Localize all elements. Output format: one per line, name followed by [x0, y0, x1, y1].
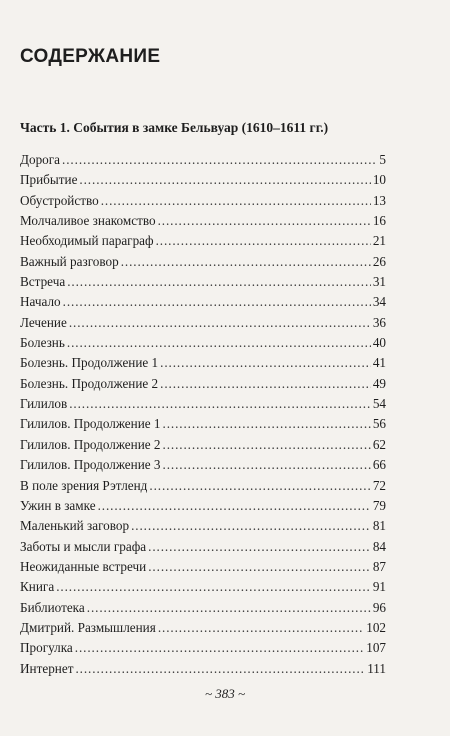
toc-entry-page: 40	[372, 335, 386, 351]
toc-entry	[20, 638, 386, 658]
toc-entry	[20, 577, 386, 597]
dot-leader	[67, 272, 371, 292]
contents-heading: СОДЕРЖАНИЕ	[20, 46, 161, 67]
toc-entry-title: Прогулка	[20, 640, 73, 656]
dot-leader	[158, 618, 364, 638]
toc-entry	[20, 252, 386, 272]
toc-entry	[20, 618, 386, 638]
dot-leader	[156, 231, 371, 251]
toc-entry-title: Книга	[20, 579, 55, 595]
toc-entry-title: Молчаливое знакомство	[20, 213, 156, 229]
toc-entry-page: 72	[372, 477, 386, 493]
dot-leader	[87, 598, 371, 618]
toc-entry-page: 5	[379, 152, 386, 167]
toc-entry-page: 21	[372, 233, 386, 249]
toc-entry	[20, 353, 386, 373]
toc-entry-title: Начало	[20, 294, 61, 310]
toc-entry	[20, 191, 386, 211]
toc-entry	[20, 374, 386, 394]
dot-leader	[98, 496, 371, 516]
toc-entry-title: Прибытие	[20, 172, 78, 188]
toc-entry-title: Гилилов. Продолжение 3	[20, 457, 161, 473]
toc-entry	[20, 455, 386, 475]
toc-entry-title: Важный разговор	[20, 253, 119, 269]
table-of-contents	[20, 150, 386, 679]
toc-entry	[20, 476, 386, 496]
toc-entry	[20, 333, 386, 353]
page-number: ~ 383 ~	[204, 686, 246, 701]
toc-entry-page: 49	[372, 375, 386, 391]
toc-entry-title: Гилилов	[20, 396, 68, 412]
toc-entry	[20, 496, 386, 516]
toc-entry-page: 26	[372, 253, 386, 269]
dot-leader	[148, 537, 371, 557]
dot-leader	[101, 191, 371, 211]
toc-entry-page: 41	[372, 355, 386, 371]
toc-entry-page: 31	[372, 274, 386, 290]
toc-entry-page: 87	[372, 558, 386, 574]
toc-entry-page: 102	[366, 619, 386, 635]
dot-leader	[163, 455, 371, 475]
part-title: Часть 1. События в замке Бельвуар (1610–1611 гг.)	[20, 120, 329, 135]
dot-leader	[75, 659, 365, 679]
toc-entry-title: Ужин в замке	[20, 497, 96, 513]
toc-entry-page: 56	[372, 416, 386, 432]
toc-entry-title: Болезнь. Продолжение 1	[20, 355, 159, 371]
toc-entry-title: Маленький заговор	[20, 518, 130, 534]
toc-entry	[20, 170, 386, 190]
dot-leader	[69, 313, 371, 333]
toc-entry-page: 81	[372, 518, 386, 534]
toc-entry-title: Гилилов. Продолжение 1	[20, 416, 161, 432]
toc-entry	[20, 313, 386, 333]
toc-entry-page: 96	[372, 599, 386, 615]
toc-entry-page: 62	[372, 436, 386, 452]
dot-leader	[69, 394, 371, 414]
toc-entry-page: 111	[367, 660, 386, 676]
dot-leader	[131, 516, 371, 536]
toc-entry-page: 13	[372, 192, 386, 208]
toc-entry-page: 34	[372, 294, 386, 310]
toc-entry-title: Гилилов. Продолжение 2	[20, 436, 161, 452]
toc-entry	[20, 537, 386, 557]
toc-entry-title: Неожиданные встречи	[20, 558, 147, 574]
dot-leader	[163, 435, 371, 455]
dot-leader	[160, 353, 371, 373]
toc-entry	[20, 557, 386, 577]
dot-leader	[75, 638, 364, 658]
toc-entry-title: Лечение	[20, 314, 67, 330]
dot-leader	[56, 577, 371, 597]
dot-leader	[121, 252, 371, 272]
dot-leader	[158, 211, 371, 231]
toc-entry-title: В поле зрения Рэтленд	[20, 477, 148, 493]
toc-entry-page: 79	[372, 497, 386, 513]
dot-leader	[67, 333, 371, 353]
toc-entry-title: Встреча	[20, 274, 66, 290]
toc-entry-page: 36	[372, 314, 386, 330]
toc-entry	[20, 516, 386, 536]
toc-entry	[20, 150, 386, 170]
toc-entry	[20, 292, 386, 312]
toc-entry-title: Дорога	[20, 152, 61, 167]
dot-leader	[148, 557, 371, 577]
toc-entry	[20, 659, 386, 679]
toc-entry-title: Заботы и мысли графа	[20, 538, 147, 554]
dot-leader	[79, 170, 370, 190]
toc-entry	[20, 394, 386, 414]
toc-entry-title: Библиотека	[20, 599, 85, 615]
toc-entry	[20, 272, 386, 292]
toc-entry-page: 107	[366, 640, 386, 656]
dot-leader	[163, 414, 371, 434]
toc-entry	[20, 414, 386, 434]
toc-entry-title: Интернет	[20, 660, 74, 676]
toc-entry-title: Необходимый параграф	[20, 233, 154, 249]
toc-entry-page: 16	[372, 213, 386, 229]
dot-leader	[160, 374, 371, 394]
dot-leader	[149, 476, 370, 496]
toc-entry	[20, 598, 386, 618]
toc-entry-title: Дмитрий. Размышления	[20, 619, 156, 635]
toc-entry-title: Обустройство	[20, 192, 99, 208]
toc-entry-page: 91	[372, 579, 386, 595]
toc-entry-title: Болезнь	[20, 335, 65, 351]
dot-leader	[62, 150, 377, 170]
toc-entry	[20, 231, 386, 251]
toc-entry-page: 84	[372, 538, 386, 554]
toc-entry	[20, 435, 386, 455]
toc-entry-page: 54	[372, 396, 386, 412]
dot-leader	[63, 292, 371, 312]
toc-entry	[20, 211, 386, 231]
toc-entry-page: 10	[372, 172, 386, 188]
toc-entry-title: Болезнь. Продолжение 2	[20, 375, 159, 391]
toc-entry-page: 66	[372, 457, 386, 473]
